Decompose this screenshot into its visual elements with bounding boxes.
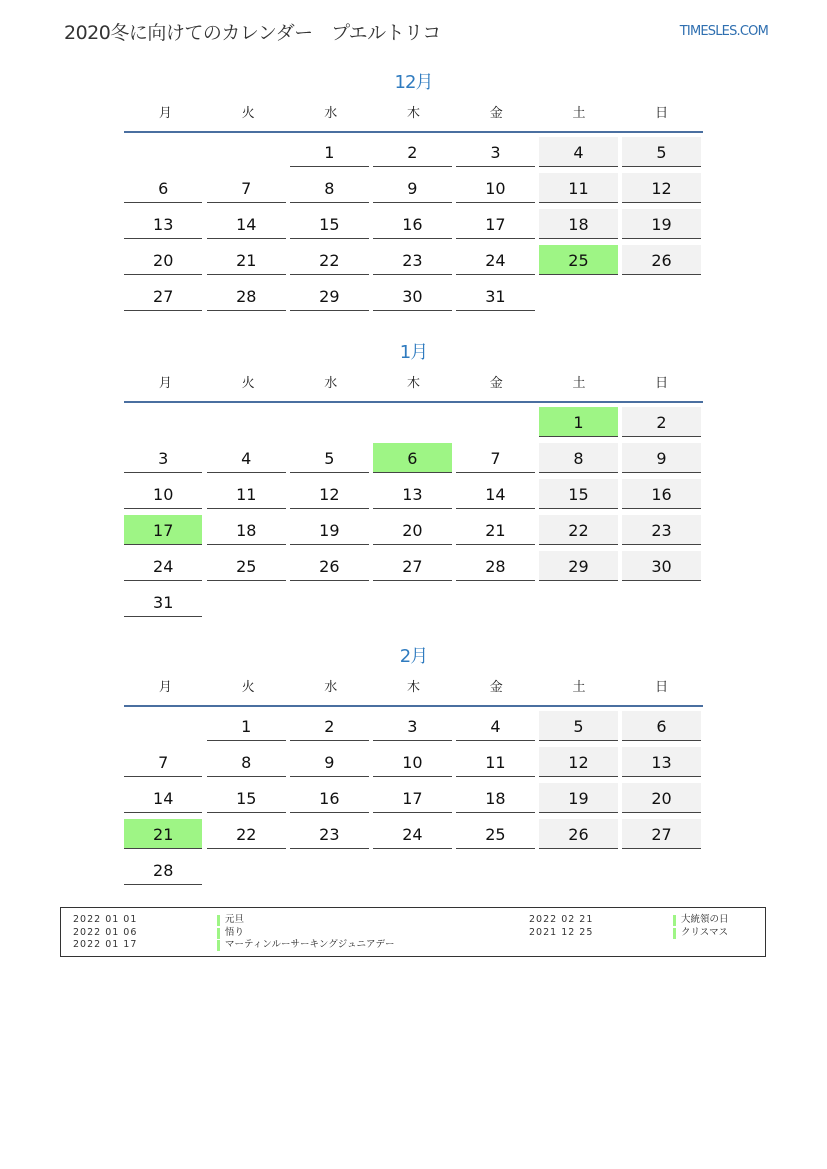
day-cell[interactable]: 16	[290, 783, 368, 813]
weekday-header	[124, 99, 703, 133]
day-cell[interactable]: 28	[456, 551, 534, 581]
day-cell[interactable]: 9	[290, 747, 368, 777]
legend-column-right	[517, 914, 729, 939]
day-cell[interactable]: 27	[124, 281, 202, 311]
day-cell[interactable]: 8	[539, 443, 617, 473]
week-row	[124, 245, 703, 281]
day-cell[interactable]: 13	[622, 747, 700, 777]
empty-cell	[539, 855, 617, 885]
day-cell[interactable]: 17	[456, 209, 534, 239]
legend-holiday-name: マーティンルーサーキングジュニアデー	[225, 939, 395, 950]
day-cell[interactable]: 22	[207, 819, 285, 849]
week-row	[124, 173, 703, 209]
day-cell[interactable]: 11	[207, 479, 285, 509]
empty-cell	[124, 407, 202, 437]
legend-date: 2022 01 17	[73, 939, 138, 950]
empty-cell	[290, 407, 368, 437]
day-cell[interactable]: 27	[622, 819, 700, 849]
day-cell[interactable]: 14	[124, 783, 202, 813]
day-cell[interactable]: 7	[124, 747, 202, 777]
day-cell[interactable]: 10	[456, 173, 534, 203]
empty-cell	[622, 281, 700, 311]
legend-column-left	[61, 914, 395, 952]
holiday-color-swatch	[673, 928, 676, 939]
holiday-color-swatch	[217, 915, 220, 926]
weekday-label: 金	[489, 376, 503, 391]
week-row	[124, 443, 703, 479]
weekday-label: 火	[241, 680, 255, 695]
day-cell[interactable]: 14	[207, 209, 285, 239]
day-cell[interactable]: 13	[373, 479, 451, 509]
day-cell[interactable]: 14	[456, 479, 534, 509]
day-cell[interactable]: 25	[539, 245, 617, 275]
day-cell[interactable]: 13	[124, 209, 202, 239]
legend-item	[517, 914, 729, 927]
day-cell[interactable]: 29	[539, 551, 617, 581]
legend-holiday-name: 悟り	[225, 926, 245, 938]
day-cell[interactable]: 31	[124, 587, 202, 617]
month-february	[124, 641, 703, 891]
month-title: 12月	[394, 72, 433, 93]
empty-cell	[290, 855, 368, 885]
day-cell[interactable]: 21	[207, 245, 285, 275]
legend-holiday-name: 大統領の日	[681, 914, 729, 925]
week-row	[124, 855, 703, 891]
day-cell[interactable]: 1	[539, 407, 617, 437]
empty-cell	[373, 587, 451, 617]
day-cell[interactable]: 24	[124, 551, 202, 581]
day-cell[interactable]: 4	[207, 443, 285, 473]
day-cell[interactable]: 21	[456, 515, 534, 545]
empty-cell	[456, 855, 534, 885]
page-title: 2020冬に向けてのカレンダー プエルトリコ	[64, 22, 441, 44]
week-row	[124, 281, 703, 317]
week-row	[124, 819, 703, 855]
day-cell[interactable]: 1	[290, 137, 368, 167]
empty-cell	[539, 281, 617, 311]
day-cell[interactable]: 15	[290, 209, 368, 239]
day-cell[interactable]: 2	[290, 711, 368, 741]
weekday-label: 日	[655, 680, 669, 695]
day-cell[interactable]: 11	[539, 173, 617, 203]
day-cell[interactable]: 5	[622, 137, 700, 167]
empty-cell	[373, 855, 451, 885]
day-cell[interactable]: 8	[290, 173, 368, 203]
day-cell[interactable]: 29	[290, 281, 368, 311]
week-row	[124, 711, 703, 747]
week-row	[124, 407, 703, 443]
legend-date: 2022 01 01	[73, 914, 138, 925]
day-cell[interactable]: 24	[373, 819, 451, 849]
day-cell[interactable]: 2	[622, 407, 700, 437]
weekday-header	[124, 673, 703, 707]
weekday-label: 土	[572, 376, 586, 391]
day-cell[interactable]: 26	[539, 819, 617, 849]
empty-cell	[207, 407, 285, 437]
day-cell[interactable]: 12	[622, 173, 700, 203]
day-cell[interactable]: 15	[539, 479, 617, 509]
weekday-label: 金	[489, 106, 503, 121]
weekday-label: 水	[324, 106, 338, 121]
weekday-label: 木	[407, 376, 421, 391]
day-cell[interactable]: 7	[207, 173, 285, 203]
month-title: 1月	[399, 342, 428, 363]
month-january	[124, 337, 703, 623]
empty-cell	[622, 855, 700, 885]
weekday-header	[124, 369, 703, 403]
empty-cell	[539, 587, 617, 617]
legend-holiday-name: 元旦	[225, 914, 245, 925]
day-cell[interactable]: 6	[622, 711, 700, 741]
day-cell[interactable]: 18	[456, 783, 534, 813]
week-row	[124, 515, 703, 551]
week-grid	[124, 407, 703, 623]
day-cell[interactable]: 20	[124, 245, 202, 275]
day-cell[interactable]: 22	[539, 515, 617, 545]
legend-date: 2021 12 25	[529, 926, 594, 938]
weekday-label: 日	[655, 106, 669, 121]
day-cell[interactable]: 12	[539, 747, 617, 777]
day-cell[interactable]: 1	[207, 711, 285, 741]
holiday-color-swatch	[673, 915, 676, 926]
week-grid	[124, 711, 703, 891]
day-cell[interactable]: 26	[290, 551, 368, 581]
week-row	[124, 783, 703, 819]
day-cell[interactable]: 28	[124, 855, 202, 885]
legend-item	[61, 914, 395, 927]
weekday-label: 月	[158, 106, 172, 121]
empty-cell	[207, 855, 285, 885]
day-cell[interactable]: 23	[622, 515, 700, 545]
day-cell[interactable]: 4	[456, 711, 534, 741]
day-cell[interactable]: 6	[373, 443, 451, 473]
day-cell[interactable]: 5	[290, 443, 368, 473]
day-cell[interactable]: 19	[290, 515, 368, 545]
day-cell[interactable]: 23	[290, 819, 368, 849]
month-title: 2月	[399, 646, 428, 667]
legend-date: 2022 01 06	[73, 926, 138, 938]
holiday-color-swatch	[217, 928, 220, 939]
weekday-label: 木	[407, 680, 421, 695]
month-december	[124, 67, 703, 317]
day-cell[interactable]: 18	[207, 515, 285, 545]
site-name[interactable]: TIMESLES.COM	[679, 24, 768, 39]
day-cell[interactable]: 9	[622, 443, 700, 473]
weekday-label: 金	[489, 680, 503, 695]
day-cell[interactable]: 4	[539, 137, 617, 167]
weekday-label: 土	[572, 680, 586, 695]
holiday-legend	[60, 907, 766, 957]
day-cell[interactable]: 3	[373, 711, 451, 741]
day-cell[interactable]: 10	[124, 479, 202, 509]
weekday-label: 日	[655, 376, 669, 391]
weekday-label: 土	[572, 106, 586, 121]
day-cell[interactable]: 7	[456, 443, 534, 473]
day-cell[interactable]: 16	[373, 209, 451, 239]
day-cell[interactable]: 10	[373, 747, 451, 777]
week-row	[124, 209, 703, 245]
weekday-label: 月	[158, 680, 172, 695]
day-cell[interactable]: 3	[456, 137, 534, 167]
day-cell[interactable]: 20	[373, 515, 451, 545]
empty-cell	[373, 407, 451, 437]
week-row	[124, 587, 703, 623]
weekday-label: 水	[324, 680, 338, 695]
day-cell[interactable]: 20	[622, 783, 700, 813]
weekday-label: 火	[241, 106, 255, 121]
day-cell[interactable]: 6	[124, 173, 202, 203]
day-cell[interactable]: 5	[539, 711, 617, 741]
day-cell[interactable]: 19	[539, 783, 617, 813]
day-cell[interactable]: 30	[622, 551, 700, 581]
empty-cell	[290, 587, 368, 617]
day-cell[interactable]: 26	[622, 245, 700, 275]
day-cell[interactable]: 3	[124, 443, 202, 473]
day-cell[interactable]: 25	[456, 819, 534, 849]
holiday-color-swatch	[217, 940, 220, 951]
day-cell[interactable]: 15	[207, 783, 285, 813]
week-row	[124, 551, 703, 587]
weekday-label: 木	[407, 106, 421, 121]
empty-cell	[207, 587, 285, 617]
day-cell[interactable]: 2	[373, 137, 451, 167]
week-grid	[124, 137, 703, 317]
day-cell[interactable]: 30	[373, 281, 451, 311]
day-cell[interactable]: 21	[124, 819, 202, 849]
legend-item	[61, 927, 395, 940]
empty-cell	[622, 587, 700, 617]
week-row	[124, 479, 703, 515]
empty-cell	[124, 711, 202, 741]
empty-cell	[124, 137, 202, 167]
weekday-label: 火	[241, 376, 255, 391]
week-row	[124, 137, 703, 173]
weekday-label: 水	[324, 376, 338, 391]
legend-item	[517, 927, 729, 940]
day-cell[interactable]: 18	[539, 209, 617, 239]
legend-item	[61, 939, 395, 952]
empty-cell	[207, 137, 285, 167]
empty-cell	[456, 407, 534, 437]
legend-holiday-name: クリスマス	[681, 926, 729, 938]
legend-date: 2022 02 21	[529, 914, 594, 925]
day-cell[interactable]: 17	[373, 783, 451, 813]
day-cell[interactable]: 31	[456, 281, 534, 311]
empty-cell	[456, 587, 534, 617]
day-cell[interactable]: 24	[456, 245, 534, 275]
day-cell[interactable]: 16	[622, 479, 700, 509]
day-cell[interactable]: 23	[373, 245, 451, 275]
day-cell[interactable]: 27	[373, 551, 451, 581]
day-cell[interactable]: 25	[207, 551, 285, 581]
day-cell[interactable]: 19	[622, 209, 700, 239]
day-cell[interactable]: 11	[456, 747, 534, 777]
day-cell[interactable]: 8	[207, 747, 285, 777]
day-cell[interactable]: 28	[207, 281, 285, 311]
day-cell[interactable]: 17	[124, 515, 202, 545]
week-row	[124, 747, 703, 783]
day-cell[interactable]: 12	[290, 479, 368, 509]
day-cell[interactable]: 22	[290, 245, 368, 275]
day-cell[interactable]: 9	[373, 173, 451, 203]
weekday-label: 月	[158, 376, 172, 391]
